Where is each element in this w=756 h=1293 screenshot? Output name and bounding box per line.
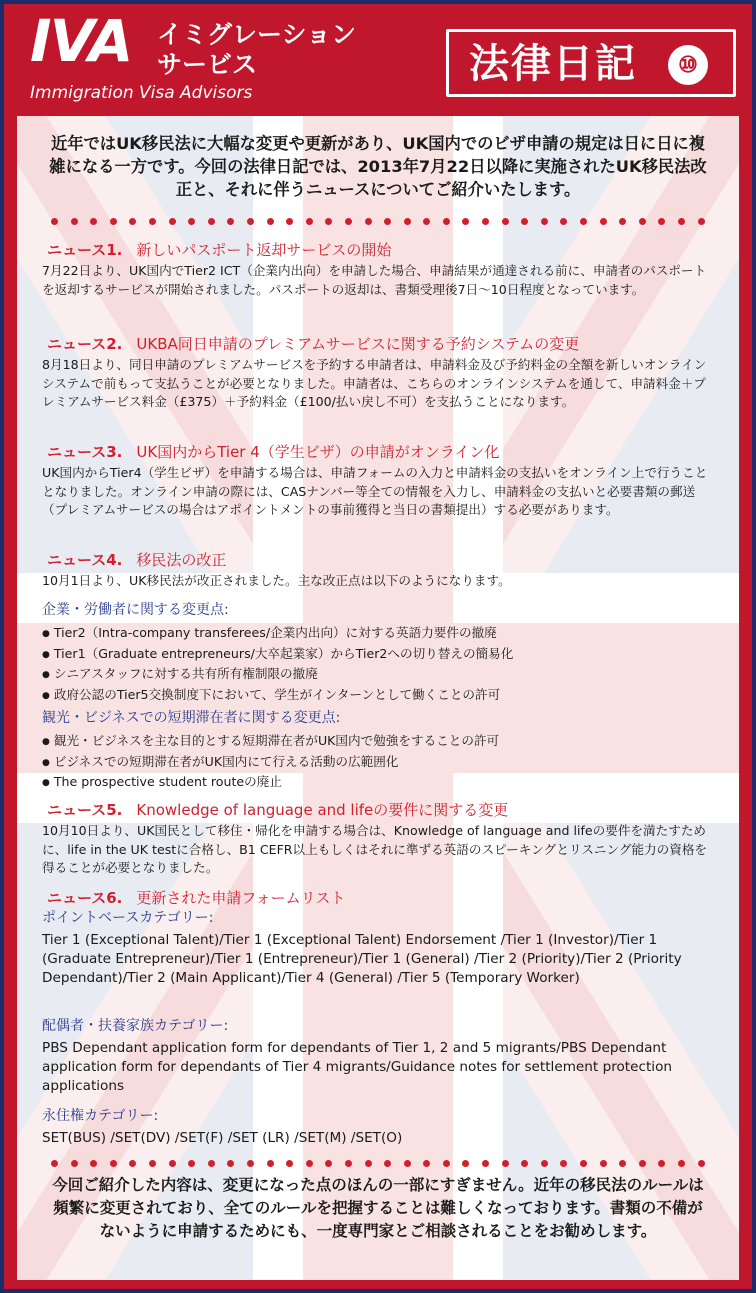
divider-dot bbox=[227, 218, 234, 225]
news1-body: 7月22日より、UK国内でTier2 ICT（企業内出向）を申請した場合、申請結果が通達される前に、申請者のパスポートを返却するサービスが開始されました。パスポートの返却は、書類受理後7日〜10日程度となっています。 bbox=[42, 263, 707, 297]
divider-dot bbox=[678, 218, 685, 225]
logo-jp-line1: イミグレーション bbox=[157, 20, 357, 49]
settlement-category-forms: SET(BUS) /SET(DV) /SET(F) /SET (LR) /SET(M) /SET(O) bbox=[42, 1130, 403, 1146]
divider-dot bbox=[698, 218, 705, 225]
divider-dot bbox=[482, 1160, 489, 1167]
divider-dot bbox=[267, 218, 274, 225]
divider-dot bbox=[423, 218, 430, 225]
logo-japanese bbox=[157, 20, 356, 80]
divider-dot bbox=[365, 1160, 372, 1167]
page-title: 法律日記 bbox=[469, 41, 637, 87]
outro-text: 今回ご紹介した内容は、変更になった点のほんの一部にすぎません。近年の移民法のルールは頻繁に変更されており、全てのルールを把握することは難しくなっております。書類の不備がないように申請するためにも、一度専門家とご相談されることをお勧めします。 bbox=[52, 1176, 704, 1240]
dotted-divider-bottom bbox=[51, 1160, 705, 1170]
divider-dot bbox=[384, 218, 391, 225]
logo-iva: IVA bbox=[30, 7, 132, 75]
divider-dot bbox=[658, 1160, 665, 1167]
divider-dot bbox=[188, 218, 195, 225]
divider-dot bbox=[600, 218, 607, 225]
divider-dot bbox=[384, 1160, 391, 1167]
content-panel bbox=[17, 116, 739, 1280]
list-item: ● Tier2（Intra-company transferees/企業内出向）に対する英語力要件の撤廃 bbox=[42, 624, 722, 645]
list-item: ● 観光・ビジネスを主な目的とする短期滞在者がUK国内で勉強をすることの許可 bbox=[42, 732, 722, 753]
divider-dot bbox=[208, 218, 215, 225]
divider-dot bbox=[227, 1160, 234, 1167]
intro-text: 近年ではUK移民法に大幅な変更や更新があり、UK国内でのビザ申請の規定は日に日に複雑になる一方です。今回の法律日記では、2013年7月22日以降に実施されたUK移民法改正と、それに伴うニュースについてご紹介いたします。 bbox=[49, 134, 707, 199]
divider-dot bbox=[345, 1160, 352, 1167]
divider-dot bbox=[658, 218, 665, 225]
divider-dot bbox=[129, 1160, 136, 1167]
spouse-category-forms: PBS Dependant application form for dependants of Tier 1, 2 and 5 migrants/PBS Dependant application form for dependants of Tier 4 migrants/Guidance notes for settlement protection applications bbox=[42, 1040, 673, 1094]
divider-dot bbox=[345, 218, 352, 225]
divider-dot bbox=[639, 218, 646, 225]
divider-dot bbox=[423, 1160, 430, 1167]
divider-dot bbox=[286, 218, 293, 225]
divider-dot bbox=[443, 218, 450, 225]
divider-dot bbox=[365, 218, 372, 225]
divider-dot bbox=[110, 1160, 117, 1167]
news6-title: 更新された申請フォームリスト bbox=[136, 889, 346, 907]
news2-heading bbox=[47, 334, 579, 354]
divider-dot bbox=[521, 1160, 528, 1167]
news5-heading bbox=[47, 800, 508, 820]
news5-body: 10月10日より、UK国民として移住・帰化を申請する場合は、Knowledge of language and lifeの要件を満たすために、life in the UK testに合格し、B1 CEFR以上もしくはそれに準ずる英語のスピーキングとリスニング能力の資格を得ることが必要となりました。 bbox=[42, 823, 708, 875]
divider-dot bbox=[71, 1160, 78, 1167]
dotted-divider-top bbox=[51, 218, 705, 228]
divider-dot bbox=[247, 218, 254, 225]
divider-dot bbox=[541, 1160, 548, 1167]
divider-dot bbox=[169, 1160, 176, 1167]
article bbox=[17, 116, 739, 1280]
divider-dot bbox=[247, 1160, 254, 1167]
divider-dot bbox=[208, 1160, 215, 1167]
news2-body: 8月18日より、同日申請のプレミアムサービスを予約する申請者は、申請料金及び予約料金の全額を新しいオンラインシステムで前もって支払うことが必要となりました。申請者は、こちらのオンラインシステムを通して、申請料金＋プレミアムサービス料金（£375）＋予約料金（£100/払い戻し不可）を支払うことになります。 bbox=[42, 357, 707, 409]
issue-number-badge: ⑩ bbox=[668, 45, 708, 85]
divider-dot bbox=[639, 1160, 646, 1167]
divider-dot bbox=[188, 1160, 195, 1167]
news3-label: ニュース3. bbox=[47, 443, 123, 461]
points-category-forms: Tier 1 (Exceptional Talent)/Tier 1 (Exceptional Talent) Endorsement /Tier 1 (Investor)/Tier 1 (Graduate Entrepreneur)/Tier 1 (Entrepreneur)/Tier 1 (General) /Tier 2 (Priority)/Tier 2 (Priority Dependant)/Tier 2 (Main Applicant)/Tier 4 (General) /Tier 5 (Temporary Worker) bbox=[42, 932, 682, 986]
news2-title: UKBA同日申請のプレミアムサービスに関する予約システムの変更 bbox=[136, 335, 580, 353]
list-item: ● Tier1（Graduate entrepreneurs/大卒起業家）からTier2への切り替えの簡易化 bbox=[42, 645, 722, 666]
list-item: ● ビジネスでの短期滞在者がUK国内にて行える活動の広範囲化 bbox=[42, 753, 722, 774]
settlement-category-heading: 永住権カテゴリー: bbox=[42, 1108, 159, 1124]
news4-body: 10月1日より、UK移民法が改正されました。主な改正点は以下のようになります。 bbox=[42, 573, 511, 588]
business-changes-list bbox=[42, 624, 722, 706]
divider-dot bbox=[580, 1160, 587, 1167]
news6-heading bbox=[47, 888, 345, 908]
visitor-changes-list bbox=[42, 732, 722, 794]
points-category-heading: ポイントベースカテゴリー: bbox=[42, 910, 214, 926]
divider-dot bbox=[619, 218, 626, 225]
news5-label: ニュース5. bbox=[47, 801, 123, 819]
news1-heading bbox=[47, 240, 391, 260]
divider-dot bbox=[90, 1160, 97, 1167]
divider-dot bbox=[110, 218, 117, 225]
divider-dot bbox=[129, 218, 136, 225]
divider-dot bbox=[149, 1160, 156, 1167]
divider-dot bbox=[502, 1160, 509, 1167]
divider-dot bbox=[71, 218, 78, 225]
title-box bbox=[446, 29, 736, 97]
divider-dot bbox=[580, 218, 587, 225]
list-item: ● 政府公認のTier5交換制度下において、学生がインターンとして働くことの許可 bbox=[42, 686, 722, 707]
news2-label: ニュース2. bbox=[47, 335, 123, 353]
news4-label: ニュース4. bbox=[47, 551, 123, 569]
divider-dot bbox=[325, 218, 332, 225]
news1-label: ニュース1. bbox=[47, 241, 123, 259]
spouse-category-heading: 配偶者・扶養家族カテゴリー: bbox=[42, 1018, 229, 1034]
divider-dot bbox=[90, 218, 97, 225]
news3-body: UK国内からTier4（学生ビザ）を申請する場合は、申請フォームの入力と申請料金の支払いをオンライン上で行うこととなりました。オンライン申請の際には、CASナンバー等全ての情報を入力し、申請料金の支払いと必要書類の郵送（プレミアムサービスの場合はアポイントメントの事前獲得と当日の書類提出）する必要があります。 bbox=[42, 465, 708, 517]
header bbox=[0, 0, 756, 112]
list-item: ● The prospective student routeの廃止 bbox=[42, 773, 722, 794]
divider-dot bbox=[619, 1160, 626, 1167]
divider-dot bbox=[267, 1160, 274, 1167]
news4-heading bbox=[47, 550, 226, 570]
news6-label: ニュース6. bbox=[47, 889, 123, 907]
divider-dot bbox=[462, 1160, 469, 1167]
divider-dot bbox=[678, 1160, 685, 1167]
divider-dot bbox=[51, 1160, 58, 1167]
divider-dot bbox=[325, 1160, 332, 1167]
divider-dot bbox=[306, 1160, 313, 1167]
divider-dot bbox=[306, 218, 313, 225]
divider-dot bbox=[404, 218, 411, 225]
logo-jp-line2: サービス bbox=[157, 50, 258, 79]
visitor-changes-heading: 観光・ビジネスでの短期滞在者に関する変更点: bbox=[42, 710, 341, 726]
news1-title: 新しいパスポート返却サービスの開始 bbox=[136, 241, 392, 259]
divider-dot bbox=[51, 218, 58, 225]
divider-dot bbox=[502, 218, 509, 225]
business-changes-heading: 企業・労働者に関する変更点: bbox=[42, 602, 229, 618]
divider-dot bbox=[600, 1160, 607, 1167]
divider-dot bbox=[521, 218, 528, 225]
divider-dot bbox=[541, 218, 548, 225]
divider-dot bbox=[482, 218, 489, 225]
divider-dot bbox=[462, 218, 469, 225]
divider-dot bbox=[286, 1160, 293, 1167]
divider-dot bbox=[560, 1160, 567, 1167]
divider-dot bbox=[404, 1160, 411, 1167]
news4-title: 移民法の改正 bbox=[136, 551, 227, 569]
news3-heading bbox=[47, 442, 499, 462]
divider-dot bbox=[698, 1160, 705, 1167]
news5-title: Knowledge of language and lifeの要件に関する変更 bbox=[136, 801, 509, 819]
news3-title: UK国内からTier 4（学生ビザ）の申請がオンライン化 bbox=[136, 443, 500, 461]
list-item: ● シニアスタッフに対する共有所有権制限の撤廃 bbox=[42, 665, 722, 686]
divider-dot bbox=[443, 1160, 450, 1167]
divider-dot bbox=[169, 218, 176, 225]
divider-dot bbox=[560, 218, 567, 225]
divider-dot bbox=[149, 218, 156, 225]
logo-english: Immigration Visa Advisors bbox=[30, 83, 253, 103]
